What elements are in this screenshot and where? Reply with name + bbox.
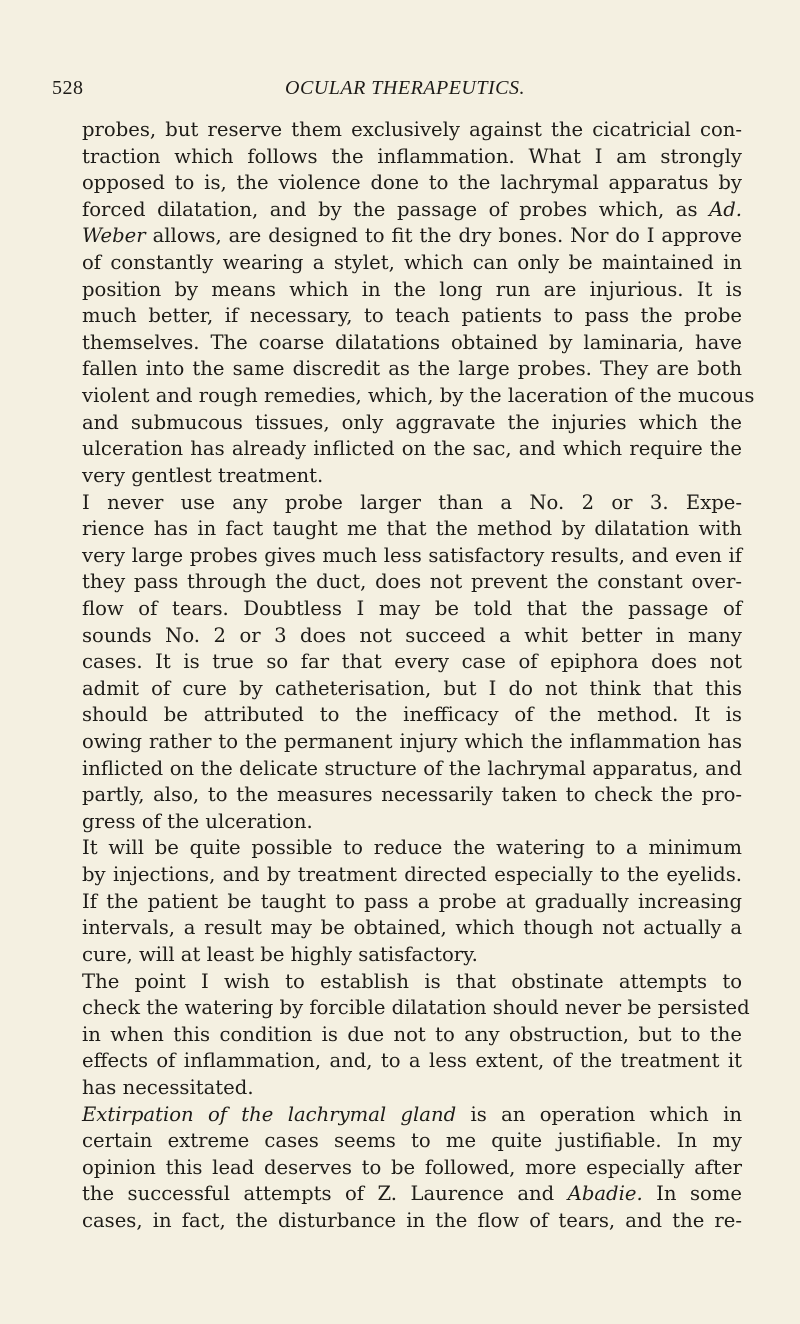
text-line: cure, will at least be highly satisfactory.: [82, 942, 478, 966]
text-line: If the patient be taught to pass a probe at gradually increasing: [82, 889, 742, 913]
text-line: and submucous tissues, only aggravate the injuries which the: [82, 410, 742, 434]
text-line: opposed to is, the violence done to the lachrymal apparatus by: [82, 171, 742, 195]
text-line: very gentlest treatment.: [82, 463, 324, 487]
text-line: violent and rough remedies, which, by the laceration of the mucous: [82, 384, 755, 408]
text-line: Weber allows, are designed to fit the dry bones. Nor do I approve: [82, 224, 742, 248]
page-number: 528: [52, 77, 84, 99]
italic-text: Abadie.: [567, 1182, 643, 1206]
text-line: probes, but reserve them exclusively against the cicatricial con-: [82, 118, 742, 141]
text-line: rience has in fact taught me that the method by dilatation with: [82, 517, 742, 541]
text-line: opinion this lead deserves to be followed, more especially after: [82, 1155, 742, 1179]
text-line: themselves. The coarse dilatations obtained by laminaria, have: [82, 330, 742, 354]
italic-text: Extirpation of the lachrymal gland: [82, 1102, 457, 1126]
text-line: partly, also, to the measures necessarily taken to check the pro-: [82, 783, 742, 807]
text-line: The point I wish to establish is that obstinate attempts to: [82, 969, 742, 993]
text-line: inflicted on the delicate structure of the lachrymal apparatus, and: [82, 756, 742, 780]
text-line: very large probes gives much less satisfactory results, and even if: [82, 543, 742, 567]
text-line: intervals, a result may be obtained, which though not actually a: [82, 916, 742, 940]
text-line: [82, 197, 742, 224]
text-line: traction which follows the inflammation. What I am strongly: [82, 144, 742, 168]
text-line: sounds No. 2 or 3 does not succeed a whit better in many: [82, 623, 742, 647]
text-line: effects of inflammation, and, to a less extent, of the treatment it: [82, 1049, 742, 1073]
body-text: [82, 117, 755, 1235]
text-line: cases, in fact, the disturbance in the flow of tears, and the re-: [82, 1208, 742, 1232]
text-line: I never use any probe larger than a No. 2 or 3. Expe-: [82, 490, 742, 514]
text-fragment: forced dilatation, and by the passage of probes which, as Ad.: [82, 197, 742, 221]
running-head: [52, 77, 742, 107]
italic-text: Weber: [82, 224, 146, 248]
text-line: should be attributed to the inefficacy of the method. It is: [82, 703, 742, 727]
text-line: Extirpation of the lachrymal gland is an operation which in: [82, 1102, 742, 1126]
text-line: admit of cure by catheterisation, but I do not think that this: [82, 676, 742, 700]
text-line: they pass through the duct, does not prevent the constant over-: [82, 570, 742, 594]
text-line: cases. It is true so far that every case of epiphora does not: [82, 650, 742, 674]
text-line: has necessitated.: [82, 1075, 254, 1099]
text-line: owing rather to the permanent injury which the inflammation has: [82, 730, 742, 754]
text-line: certain extreme cases seems to me quite justifiable. In my: [82, 1129, 742, 1153]
text-line: ulceration has already inflicted on the sac, and which require the: [82, 437, 742, 461]
text-line: check the watering by forcible dilatation should never be persisted: [82, 996, 750, 1020]
text-line: position by means which in the long run are injurious. It is: [82, 277, 742, 301]
text-line: of constantly wearing a stylet, which can only be maintained in: [82, 251, 742, 275]
text-line: by injections, and by treatment directed especially to the eyelids.: [82, 863, 742, 887]
text-line: It will be quite possible to reduce the watering to a minimum: [82, 836, 742, 860]
text-line: flow of tears. Doubtless I may be told that the passage of: [82, 596, 742, 620]
italic-text: Ad.: [709, 197, 742, 221]
text-line: in when this condition is due not to any obstruction, but to the: [82, 1022, 742, 1046]
text-line: much better, if necessary, to teach patients to pass the probe: [82, 304, 742, 328]
running-title: OCULAR THERAPEUTICS.: [285, 77, 525, 99]
text-line: fallen into the same discredit as the large probes. They are both: [82, 357, 742, 381]
text-line: the successful attempts of Z. Laurence and Abadie. In some: [82, 1182, 743, 1206]
text-line: gress of the ulceration.: [82, 809, 313, 833]
